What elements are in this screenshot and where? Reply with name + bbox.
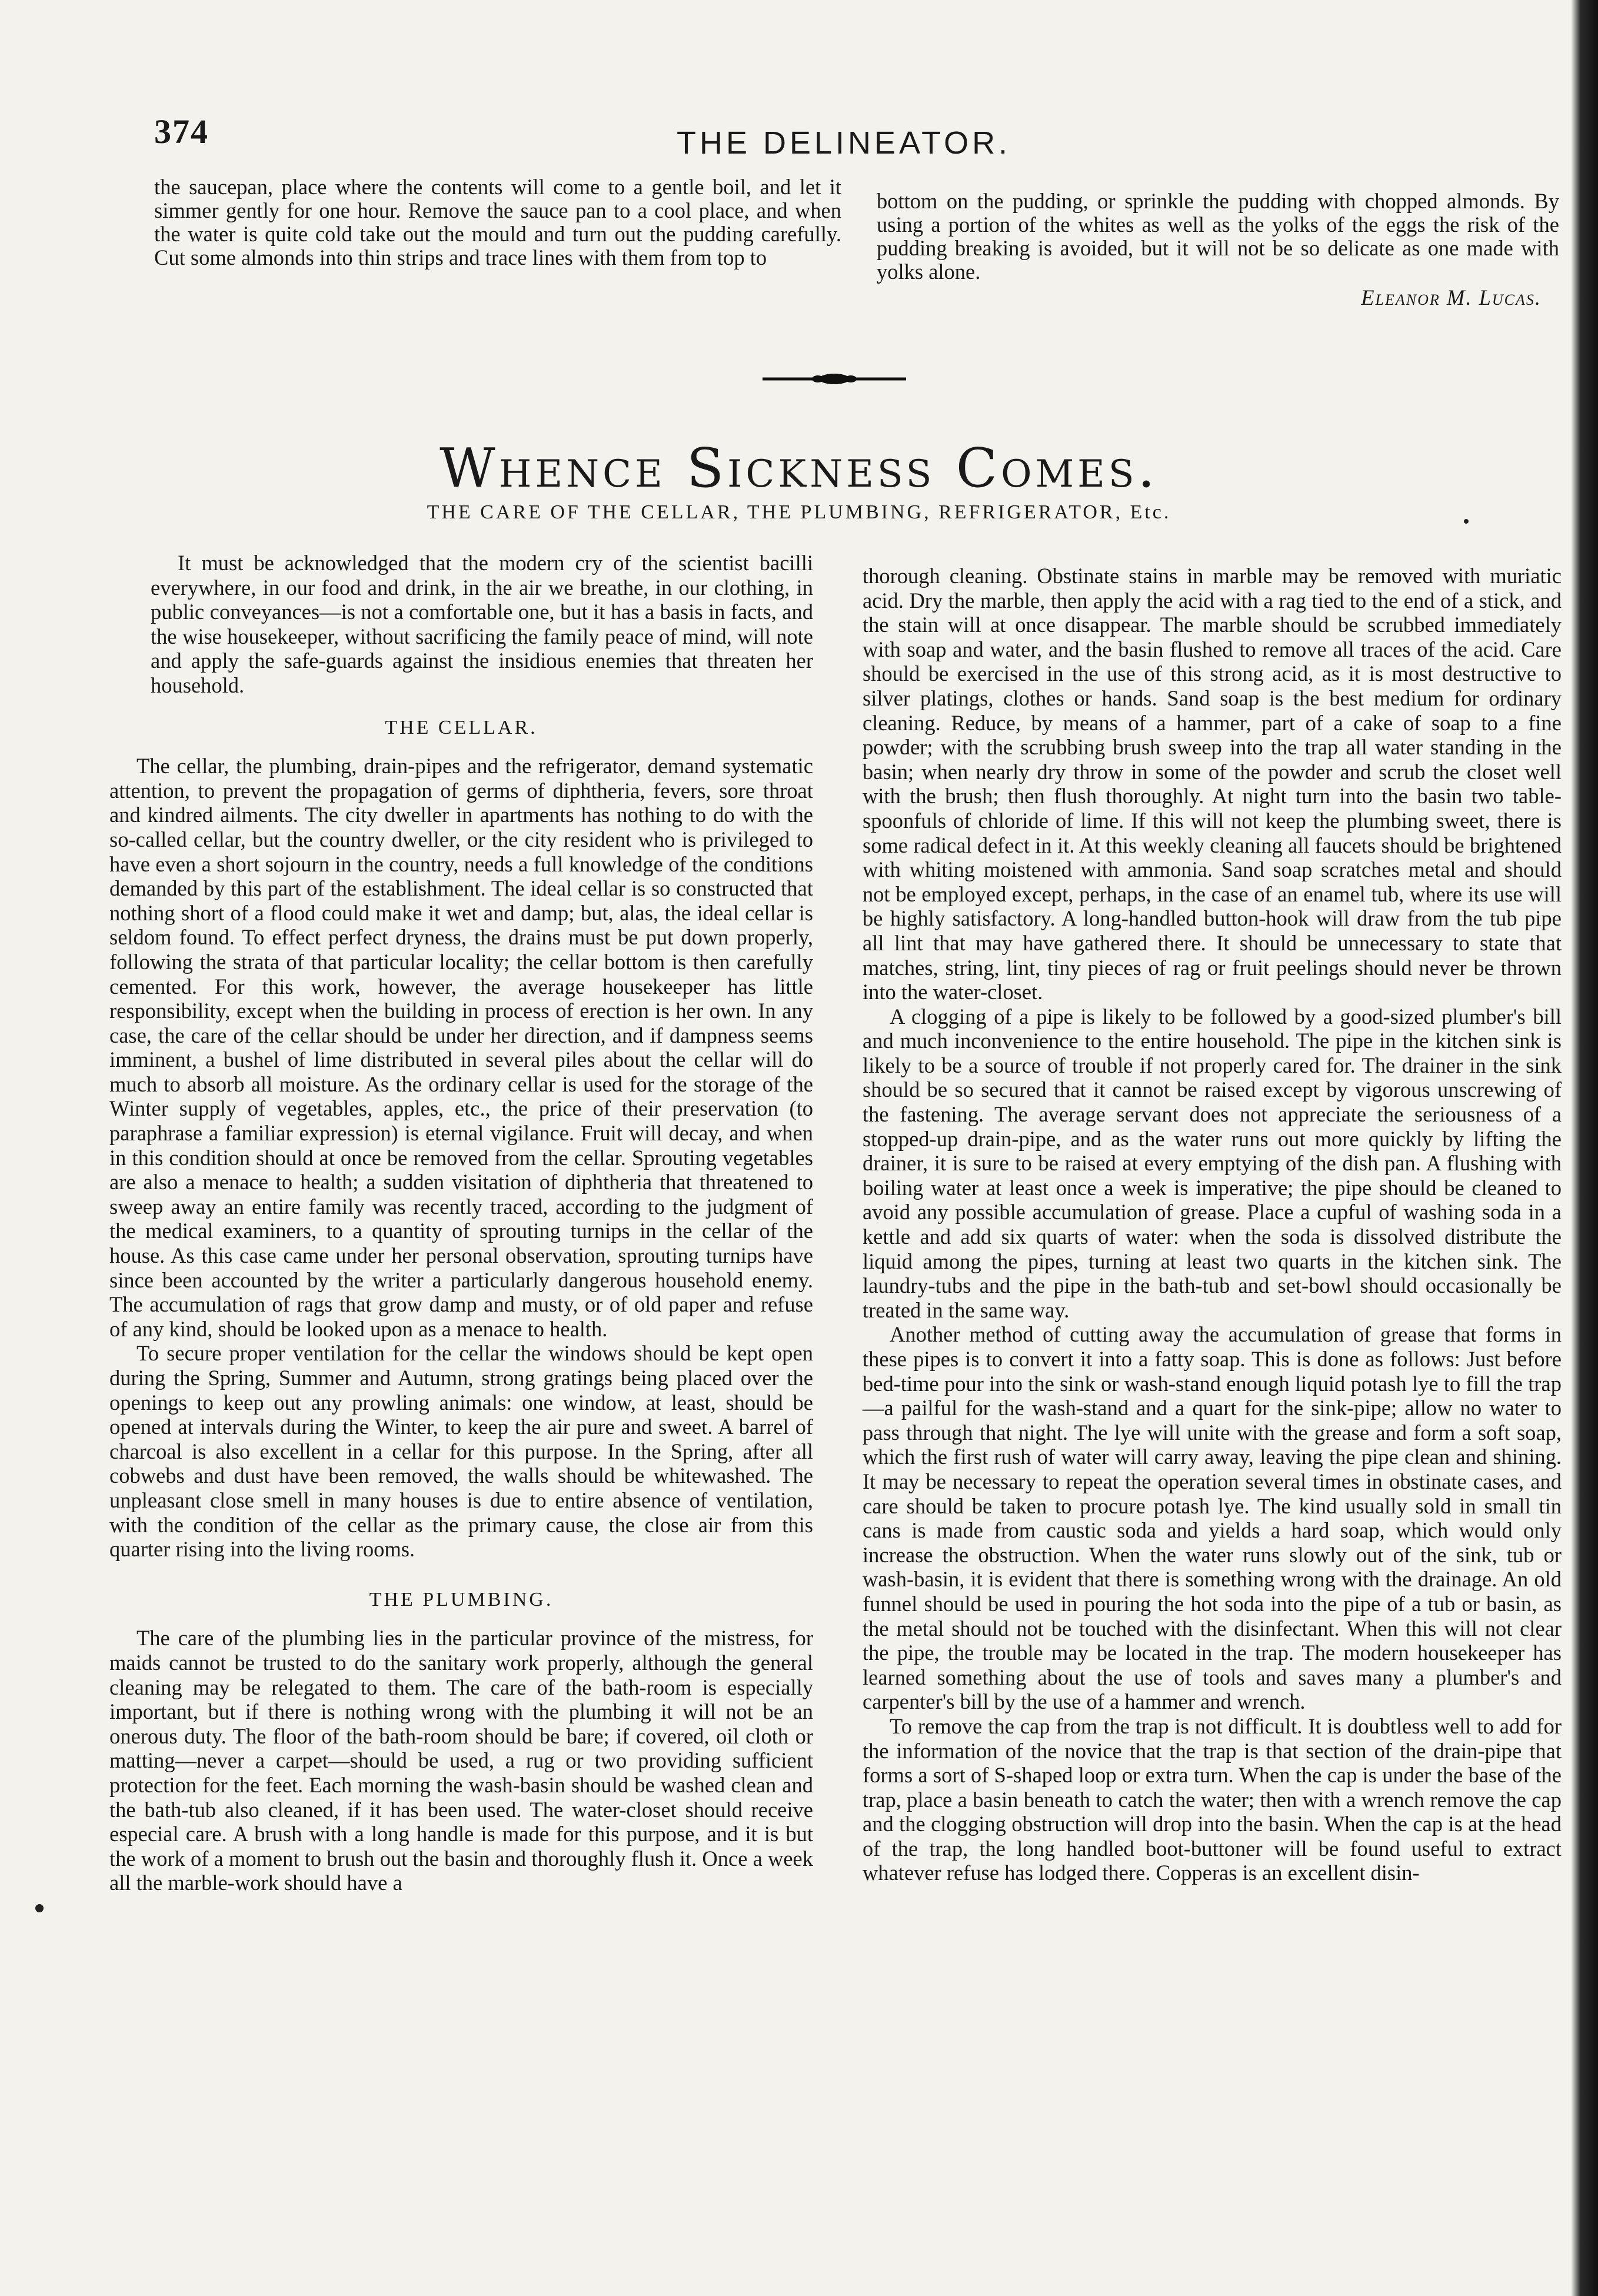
top-left-paragraph: the saucepan, place where the contents will come to a gentle boil, and let it simmer gently for one hour. Remove the sauce pan to a cool place, and when the water is quite cold take out the mould and turn out the pudding carefully. Cut some almonds into thin strips and trace lines with them from top to [154, 175, 841, 269]
margin-dot-mark [35, 1904, 44, 1912]
top-right-paragraph: bottom on the pudding, or sprinkle the pudding with chopped almonds. By using a portion of the whites as well as the yolks of the eggs the risk of the pudding breaking is avoided, but it will not be so delicate as one made with yolks alone. [877, 189, 1559, 284]
section-heading-cellar: THE CELLAR. [385, 716, 538, 738]
left-column [109, 551, 813, 1895]
right-paragraph-2: A clogging of a pipe is likely to be followed by a good-sized plumber's bill and much inconvenience to the entire household. The pipe in the kitchen sink is likely to be a source of trouble if not properly cared for. The drainer in the sink should be so secured that it cannot be raised except by vigorous unscrewing of the fastening. The average servant does not appreciate the seriousness of a stopped-up drain-pipe, and as the water runs out more quickly by lifting the drainer, it is sure to be raised at every emptying of the dish pan. A flushing with boiling water at least once a week is imperative; the pipe should be cleaned to avoid any possible accumulation of grease. Place a cupful of washing soda in a kettle and add six quarts of water: when the soda is dissolved distribute the liquid among the pipes, turning at least two quarts in the kitchen sink. The laundry-tubs and the pipe in the bath-tub and set-bowl should occasionally be treated in the same way. [863, 1004, 1562, 1322]
author-signature: Eleanor M. Lucas. [1361, 285, 1542, 310]
plumbing-paragraph-1: The care of the plumbing lies in the particular province of the mistress, for maids cannot be trusted to do the sanitary work properly, although the general cleaning may be relegated to them. The care of the bath-room is especially important, but if there is nothing wrong with the plumbing it will not be an onerous duty. The floor of the bath-room should be bare; if covered, oil cloth or matting—never a carpet—should be used, a rug or two providing sufficient protection for the feet. Each morning the wash-basin should be washed clean and the bath-tub also cleaned, if it has been used. The water-closet should receive especial care. A brush with a long handle is made for this purpose, and it is but the work of a moment to brush out the basin and thoroughly flush it. Once a week all the marble-work should have a [109, 1626, 813, 1895]
right-column [863, 564, 1562, 1885]
right-paragraph-1: thorough cleaning. Obstinate stains in marble may be removed with muriatic acid. Dry the marble, then apply the acid with a rag tied to the end of a stick, and the stain will at once disappear. The marble should be scrubbed immediately with soap and water, and the basin flushed to remove all traces of the acid. Care should be exercised in the use of this strong acid, as it is most destructive to silver platings, clothes or hands. Sand soap is the best medium for ordinary cleaning. Reduce, by means of a hammer, part of a cake of soap to a fine powder; with the scrubbing brush sweep into the trap all water standing in the basin; when nearly dry throw in some of the powder and scrub the closet well with the brush; then flush thoroughly. At night turn into the basin two table-spoonfuls of chloride of lime. If this will not keep the plumbing sweet, there is some radical defect in it. At this weekly cleaning all faucets should be brightened with whiting moistened with ammonia. Sand soap scratches metal and should not be employed except, perhaps, in the case of an enamel tub, where its use will be highly satisfactory. A long-handled button-hook will draw from the tub pipe all lint that may have gathered there. It should be unnecessary to state that matches, string, lint, tiny pieces of rag or fruit peelings should never be thrown into the water-closet. [863, 564, 1562, 1004]
section-heading-plumbing: THE PLUMBING. [369, 1588, 554, 1610]
page-number: 374 [154, 112, 209, 151]
scanned-page-edge [1571, 0, 1598, 2296]
article-subtitle: THE CARE OF THE CELLAR, THE PLUMBING, REFRIGERATOR, Etc. [427, 501, 1171, 523]
margin-dot-mark [1464, 519, 1469, 524]
intro-paragraph: It must be acknowledged that the modern cry of the scientist bacilli everywhere, in our food and drink, in the air we breathe, in our clothing, in public conveyances—is not a comfortable one, but it has a basis in facts, and the wise housekeeper, without sacrificing the family peace of mind, will note and apply the safe-guards against the insidious enemies that threaten her household. [151, 551, 813, 697]
top-left-column [154, 175, 841, 269]
cellar-paragraph-2: To secure proper ventilation for the cellar the windows should be kept open during the Spring, Summer and Autumn, strong gratings being placed over the openings to keep out any prowling animals: one window, at least, should be opened at intervals during the Winter, to keep the air pure and sweet. A barrel of charcoal is also excellent in a cellar for this purpose. In the Spring, after all cobwebs and dust have been removed, the walls should be whitewashed. The unpleasant close smell in many houses is due to entire absence of ventilation, with the condition of the cellar as the primary cause, the close air from this quarter rising into the living rooms. [109, 1341, 813, 1562]
cellar-paragraph-1: The cellar, the plumbing, drain-pipes and the refrigerator, demand systematic attention, to prevent the propagation of germs of diphtheria, fevers, sore throat and kindred ailments. The city dweller in apartments has nothing to do with the so-called cellar, but the country dweller, or the city resident who is privileged to have even a short sojourn in the country, needs a full knowledge of the conditions demanded by this part of the establishment. The ideal cellar is so constructed that nothing short of a flood could make it wet and damp; but, alas, the ideal cellar is seldom found. To effect perfect dryness, the drains must be put down properly, following the strata of that particular locality; the cellar bottom is then carefully cemented. For this work, however, the average housekeeper has little responsibility, except when the building in process of erection is her own. In any case, the care of the cellar should be under her direction, and if dampness seems imminent, a bushel of lime distributed in several piles about the cellar will do much to absorb all moisture. As the ordinary cellar is used for the storage of the Winter supply of vegetables, apples, etc., the price of their preservation (to paraphrase a familiar expression) is eternal vigilance. Fruit will decay, and when in this condition should at once be removed from the cellar. Sprouting vegetables are also a menace to health; a sudden visitation of diphtheria that threatened to sweep away an entire family was recently traced, according to the judgment of the medical examiners, to a quantity of sprouting turnips in the cellar of the house. As this case came under her personal observation, sprouting turnips have since been accounted by the writer a particularly dangerous household enemy. The accumulation of rags that grow damp and musty, or of old paper and refuse of any kind, should be looked upon as a menace to health. [109, 754, 813, 1341]
right-paragraph-4: To remove the cap from the trap is not difficult. It is doubtless well to add for the information of the novice that the trap is that section of the drain-pipe that forms a sort of S-shaped loop or extra turn. When the cap is under the base of the trap, place a basin beneath to catch the water; then with a wrench remove the cap and the clogging obstruction will drop into the basin. When the cap is at the head of the trap, the long handled boot-buttoner will be found useful to extract whatever refuse has lodged there. Copperas is an excellent disin- [863, 1713, 1562, 1885]
article-title: Whence Sickness Comes. [440, 437, 1158, 500]
ornament-divider [763, 372, 906, 386]
right-paragraph-3: Another method of cutting away the accumulation of grease that forms in these pipes is to convert it into a fatty soap. This is done as follows: Just before bed-time pour into the sink or wash-stand enough liquid potash lye to fill the trap—a pailful for the wash-stand and a quart for the sink-pipe; allow no water to pass through that night. The lye will unite with the grease and form a soft soap, which the first rush of water will carry away, leaving the pipe clean and shining. It may be necessary to repeat the operation several times in obstinate cases, and care should be taken to procure potash lye. The kind usually sold in small tin cans is made from caustic soda and yields a hard soap, which would only increase the obstruction. When the water runs slowly out of the sink, tub or wash-basin, it is evident that there is something wrong with the drainage. An old funnel should be used in pouring the hot soda into the pipe of a tub or basin, as the metal should not be touched with the disinfectant. When this will not clear the pipe, the trouble may be located in the trap. The modern housekeeper has learned something about the use of tools and saves many a plumber's and carpenter's bill by the use of a hammer and wrench. [863, 1322, 1562, 1714]
top-right-column [877, 189, 1559, 310]
running-title: THE DELINEATOR. [677, 125, 1011, 161]
